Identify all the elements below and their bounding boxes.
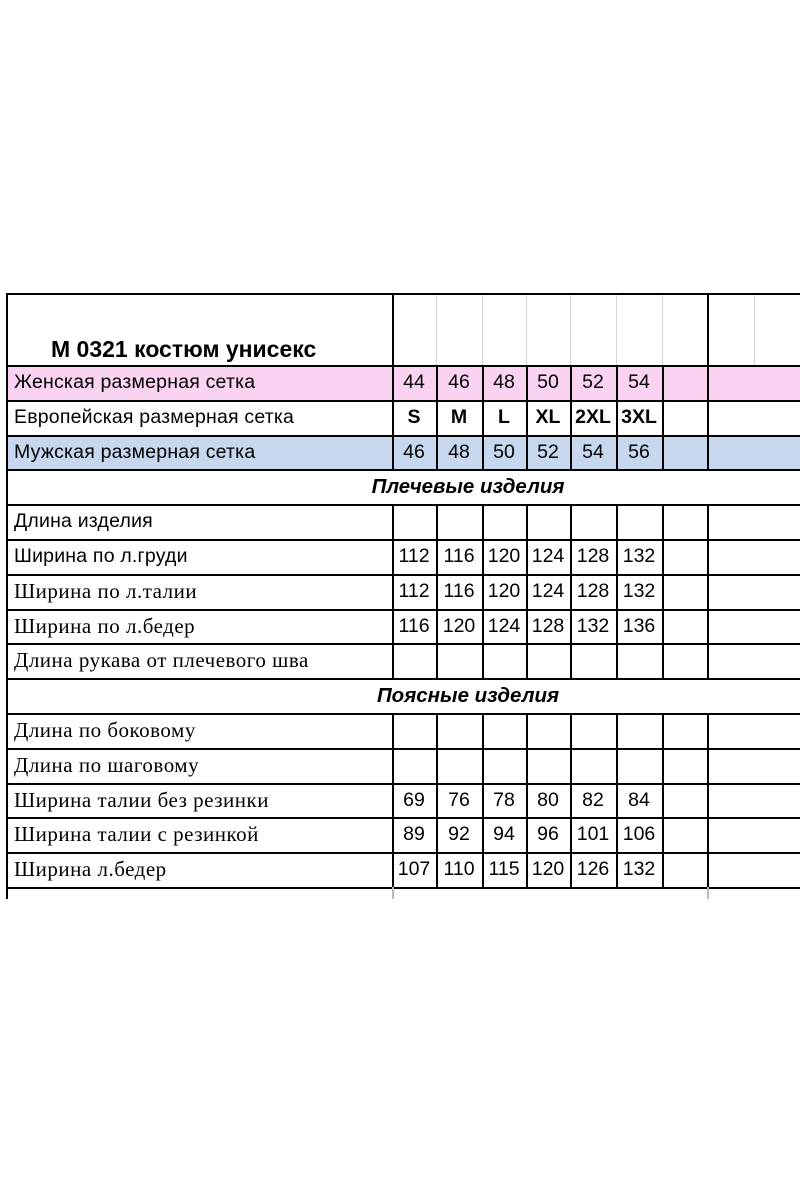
border-line (6, 504, 800, 506)
measurement-value-cell: 80 (537, 788, 559, 811)
product-title: М 0321 костюм унисекс (51, 336, 317, 362)
size-value-cell: 44 (403, 371, 425, 393)
size-value-cell: 56 (628, 440, 650, 463)
measurement-value-cell (616, 748, 662, 783)
border-line (6, 293, 8, 899)
size-value-cell: 3XL (621, 406, 657, 428)
measurement-value-cell: 116 (443, 580, 475, 602)
measurement-value-cell (526, 643, 570, 678)
gridline (754, 293, 755, 365)
measurement-value-cell (482, 504, 526, 539)
border-line (616, 365, 618, 469)
border-line (6, 678, 800, 680)
measurement-value-cell (482, 748, 526, 783)
border-line (6, 783, 800, 785)
measurement-value-cell (392, 643, 436, 678)
border-line (6, 365, 800, 367)
size-value-cell: 2XL (575, 406, 611, 428)
border-line (662, 713, 664, 887)
border-line (6, 469, 800, 471)
border-line (526, 504, 528, 678)
border-line (707, 365, 709, 469)
measurement-value-cell: 136 (622, 614, 656, 637)
measurement-value-cell (392, 713, 436, 748)
measurement-value-cell (526, 713, 570, 748)
border-line (6, 852, 800, 854)
measurement-value-cell: 126 (576, 858, 610, 880)
measurement-value-cell (436, 713, 482, 748)
measurement-label: Ширина талии с резинкой (14, 822, 259, 846)
measurement-value-cell: 124 (487, 614, 521, 637)
border-line (6, 887, 800, 889)
measurement-label: Ширина по л.бедер (14, 613, 196, 638)
border-line (570, 365, 572, 469)
measurement-value-cell (526, 748, 570, 783)
measurement-value-cell: 96 (537, 823, 559, 845)
border-line (436, 365, 438, 469)
measurement-value-cell: 132 (622, 580, 656, 602)
section-heading: Поясные изделия (376, 683, 560, 707)
border-line (707, 887, 709, 899)
gridline (482, 293, 483, 365)
border-line (482, 713, 484, 887)
measurement-value-cell (436, 643, 482, 678)
measurement-value-cell (392, 748, 436, 783)
measurement-value-cell: 120 (487, 545, 521, 567)
measurement-label: Ширина по л.груди (14, 545, 188, 567)
border-line (6, 400, 800, 402)
measurement-value-cell: 112 (398, 580, 430, 602)
border-line (392, 365, 394, 469)
size-value-cell: M (450, 406, 468, 428)
border-line (436, 713, 438, 887)
border-line (6, 748, 800, 750)
measurement-label: Длина по шаговому (14, 753, 200, 777)
measurement-label: Длина рукава от плечевого шва (14, 648, 309, 672)
measurement-value-cell (436, 748, 482, 783)
size-value-cell: 46 (448, 371, 470, 393)
border-line (6, 574, 800, 576)
border-line (392, 713, 394, 887)
measurement-value-cell: 92 (448, 823, 470, 845)
size-row-label: Европейская размерная сетка (14, 406, 295, 428)
measurement-value-cell: 116 (398, 614, 430, 637)
measurement-value-cell: 78 (493, 788, 515, 811)
size-value-cell: 52 (537, 440, 559, 463)
measurement-value-cell: 101 (576, 823, 610, 845)
measurement-value-cell: 132 (622, 545, 656, 567)
measurement-value-cell: 106 (622, 823, 656, 845)
size-value-cell: 54 (628, 371, 650, 393)
measurement-label: Ширина л.бедер (14, 857, 167, 881)
gridline (436, 293, 437, 365)
measurement-value-cell: 82 (582, 788, 604, 811)
border-line (6, 609, 800, 611)
measurement-value-cell: 84 (628, 788, 650, 811)
size-value-cell: 46 (403, 440, 425, 463)
border-line (616, 713, 618, 887)
border-line (436, 504, 438, 678)
measurement-value-cell (570, 748, 616, 783)
measurement-value-cell: 128 (576, 580, 610, 602)
section-heading: Плечевые изделия (371, 474, 565, 498)
border-line (6, 817, 800, 819)
border-line (526, 365, 528, 469)
measurement-value-cell: 128 (531, 614, 565, 637)
measurement-value-cell: 120 (531, 858, 565, 880)
border-line (6, 435, 800, 437)
gridline (662, 293, 663, 365)
measurement-value-cell: 89 (403, 823, 425, 845)
measurement-label: Ширина талии без резинки (14, 787, 269, 812)
measurement-value-cell (616, 643, 662, 678)
measurement-value-cell: 110 (443, 858, 475, 880)
measurement-label: Ширина по л.талии (14, 579, 198, 603)
measurement-value-cell: 128 (576, 545, 610, 567)
measurement-value-cell (482, 643, 526, 678)
size-row-label: Женская размерная сетка (14, 371, 256, 393)
measurement-value-cell: 132 (576, 614, 610, 637)
border-line (570, 713, 572, 887)
border-line (392, 293, 394, 365)
measurement-value-cell (570, 643, 616, 678)
size-value-cell: 48 (493, 371, 515, 393)
measurement-value-cell (616, 504, 662, 539)
measurement-label: Длина изделия (14, 510, 153, 532)
measurement-value-cell (570, 713, 616, 748)
size-value-cell: 50 (537, 371, 559, 393)
measurement-value-cell: 115 (488, 858, 520, 880)
border-line (6, 713, 800, 715)
size-value-cell: 48 (448, 440, 470, 463)
border-line (6, 643, 800, 645)
size-value-cell: 50 (493, 440, 515, 463)
measurement-value-cell: 120 (442, 614, 476, 637)
size-row-label: Мужская размерная сетка (14, 440, 256, 463)
measurement-label: Длина по боковому (14, 718, 196, 742)
size-value-cell: XL (535, 406, 561, 428)
measurement-value-cell (526, 504, 570, 539)
border-line (392, 504, 394, 678)
gridline (616, 293, 617, 365)
measurement-value-cell: 107 (397, 858, 431, 880)
border-line (392, 887, 394, 899)
size-value-cell: S (407, 406, 421, 428)
measurement-value-cell (616, 713, 662, 748)
measurement-value-cell: 116 (443, 545, 475, 567)
measurement-value-cell (570, 504, 616, 539)
measurement-value-cell (436, 504, 482, 539)
border-line (6, 293, 800, 295)
border-line (570, 504, 572, 678)
gridline (570, 293, 571, 365)
border-line (616, 504, 618, 678)
border-line (6, 539, 800, 541)
size-value-cell: 54 (582, 440, 604, 463)
measurement-value-cell: 76 (448, 788, 470, 811)
measurement-value-cell: 132 (622, 858, 656, 880)
measurement-value-cell (482, 713, 526, 748)
measurement-value-cell: 94 (493, 823, 515, 845)
border-line (482, 365, 484, 469)
border-line (526, 713, 528, 887)
border-line (662, 504, 664, 678)
measurement-value-cell: 124 (531, 545, 565, 567)
border-line (707, 293, 709, 365)
measurement-value-cell: 120 (487, 580, 521, 602)
size-value-cell: 52 (582, 371, 604, 393)
size-value-cell: L (498, 406, 510, 428)
measurement-value-cell (392, 504, 436, 539)
measurement-value-cell: 112 (398, 545, 430, 567)
measurement-value-cell: 69 (403, 788, 425, 811)
border-line (707, 504, 709, 678)
measurement-value-cell: 124 (531, 580, 565, 602)
border-line (662, 365, 664, 469)
border-line (482, 504, 484, 678)
gridline (526, 293, 527, 365)
border-line (707, 713, 709, 887)
